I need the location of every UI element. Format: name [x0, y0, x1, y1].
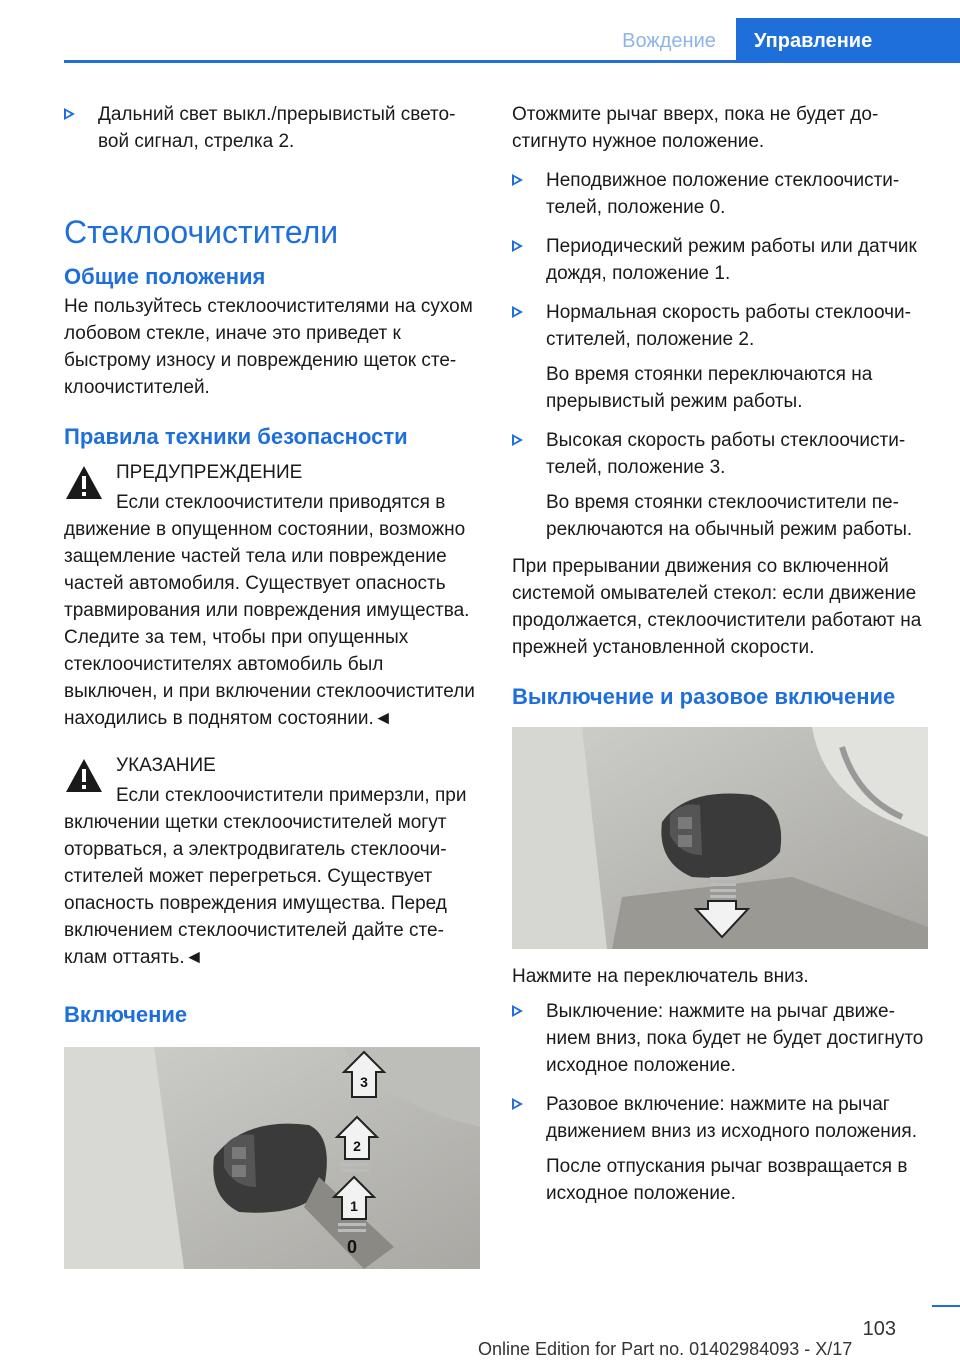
bullet-text: Выключение: нажмите на рычаг движением вниз, пока будет не будет достигнуто исходное положение. [546, 1001, 924, 1076]
note-text-first: Если стеклоочистители примерзли, при [116, 785, 467, 806]
position-label-3: 3 [360, 1074, 368, 1090]
warning-triangle-icon [64, 756, 104, 796]
off-title: Выключение и разовое включение [512, 684, 896, 709]
bullet-text: Периодический режим работы или датчик дождя, положение 1. [546, 236, 917, 284]
triangle-bullet-icon [64, 108, 75, 120]
warning-text: движение в опущенном состоянии, возможно защемление частей тела или повреждение частей автомобиля. Существует опасность травмирования или повреждения имущества. Следите за тем, чтобы при опущенных стеклоочистителях автомобиль был выключен, и при включении стеклоочистители находились в поднятом состоянии.◄ [64, 519, 475, 729]
note-text: включении щетки стеклоочистителей могут оторваться, а электродвигатель стеклоочистителей может перегреться. Существует опасность повреждения имущества. Перед включением стеклоочистителей дайте стеклам оттаять.◄ [64, 812, 447, 968]
off-list [512, 998, 930, 1207]
edition-text: Online Edition for Part no. 01402984093 - X/17 [478, 1339, 853, 1359]
general-title: Общие положения [64, 264, 266, 289]
section-title: Стеклоочистители [64, 214, 339, 250]
list-item [512, 427, 930, 481]
list-item [64, 101, 480, 155]
left-column [64, 95, 480, 1269]
switch-on-title: Включение [64, 1002, 188, 1027]
list-item [512, 167, 930, 221]
triangle-bullet-icon [512, 1005, 523, 1017]
positions-list [512, 167, 930, 543]
bullet-text: Разовое включение: нажмите на рычаг движением вниз из исходного положения. [546, 1094, 917, 1142]
position-label-1: 1 [350, 1198, 358, 1214]
triangle-bullet-icon [512, 434, 523, 446]
press-text: Нажмите на переключатель вниз. [512, 966, 809, 987]
header-rule [64, 60, 960, 63]
wiper-lever-up-illustration [64, 1047, 480, 1269]
warning-block [64, 459, 480, 732]
safety-title: Правила техники безопасности [64, 424, 408, 449]
intro-text: Отожмите рычаг вверх, пока не будет достигнуто нужное положение. [512, 104, 879, 152]
bullet-text: Нормальная скорость работы стеклоочистителей, положение 2. [546, 302, 911, 350]
tab-controls[interactable]: Управление [736, 18, 960, 63]
list-item [512, 233, 930, 287]
general-text: Не пользуйтесь стеклоочистителями на сухом лобовом стекле, иначе это приведет к быстрому износу и повреждению щеток стеклоочистителей. [64, 296, 473, 398]
triangle-bullet-icon [512, 1098, 523, 1110]
page-number: 103 [862, 1318, 896, 1340]
list-item [512, 1091, 930, 1145]
bullet-text: Дальний свет выкл./прерывистый световой сигнал, стрелка 2. [98, 104, 456, 152]
bullet-note: Во время стоянки переключаются на прерывистый режим работы. [546, 364, 873, 412]
bullet-note: Во время стоянки стеклоочистители переключаются на обычный режим работы. [546, 492, 913, 540]
list-item [512, 998, 930, 1079]
triangle-bullet-icon [512, 306, 523, 318]
position-label-0: 0 [346, 1237, 358, 1257]
page-header [0, 0, 960, 66]
position-label-2: 2 [353, 1138, 361, 1154]
right-column [512, 95, 930, 1207]
figure-wiper-lever-up [64, 1047, 480, 1269]
note-label: УКАЗАНИЕ [116, 755, 216, 776]
triangle-bullet-icon [512, 174, 523, 186]
interruption-text: При прерывании движения со включенной системой омывателей стекол: если движение продолжается, стеклоочистители работают на прежней установленной скорости. [512, 556, 922, 658]
note-block [64, 752, 480, 971]
warning-text-first: Если стеклоочистители приводятся в [116, 492, 446, 513]
bullet-note: После отпускания рычаг возвращается в исходное положение. [546, 1156, 908, 1204]
wiper-lever-down-illustration [512, 727, 928, 949]
figure-wiper-lever-down [512, 727, 928, 949]
list-item [512, 299, 930, 353]
warning-triangle-icon [64, 463, 104, 503]
bullet-text: Высокая скорость работы стеклоочистителей, положение 3. [546, 430, 906, 478]
warning-label: ПРЕДУПРЕЖДЕНИЕ [116, 462, 303, 483]
tab-driving[interactable]: Вождение [622, 30, 716, 52]
footer-rule [932, 1305, 960, 1307]
triangle-bullet-icon [512, 240, 523, 252]
bullet-text: Неподвижное положение стеклоочистителей, положение 0. [546, 170, 900, 218]
